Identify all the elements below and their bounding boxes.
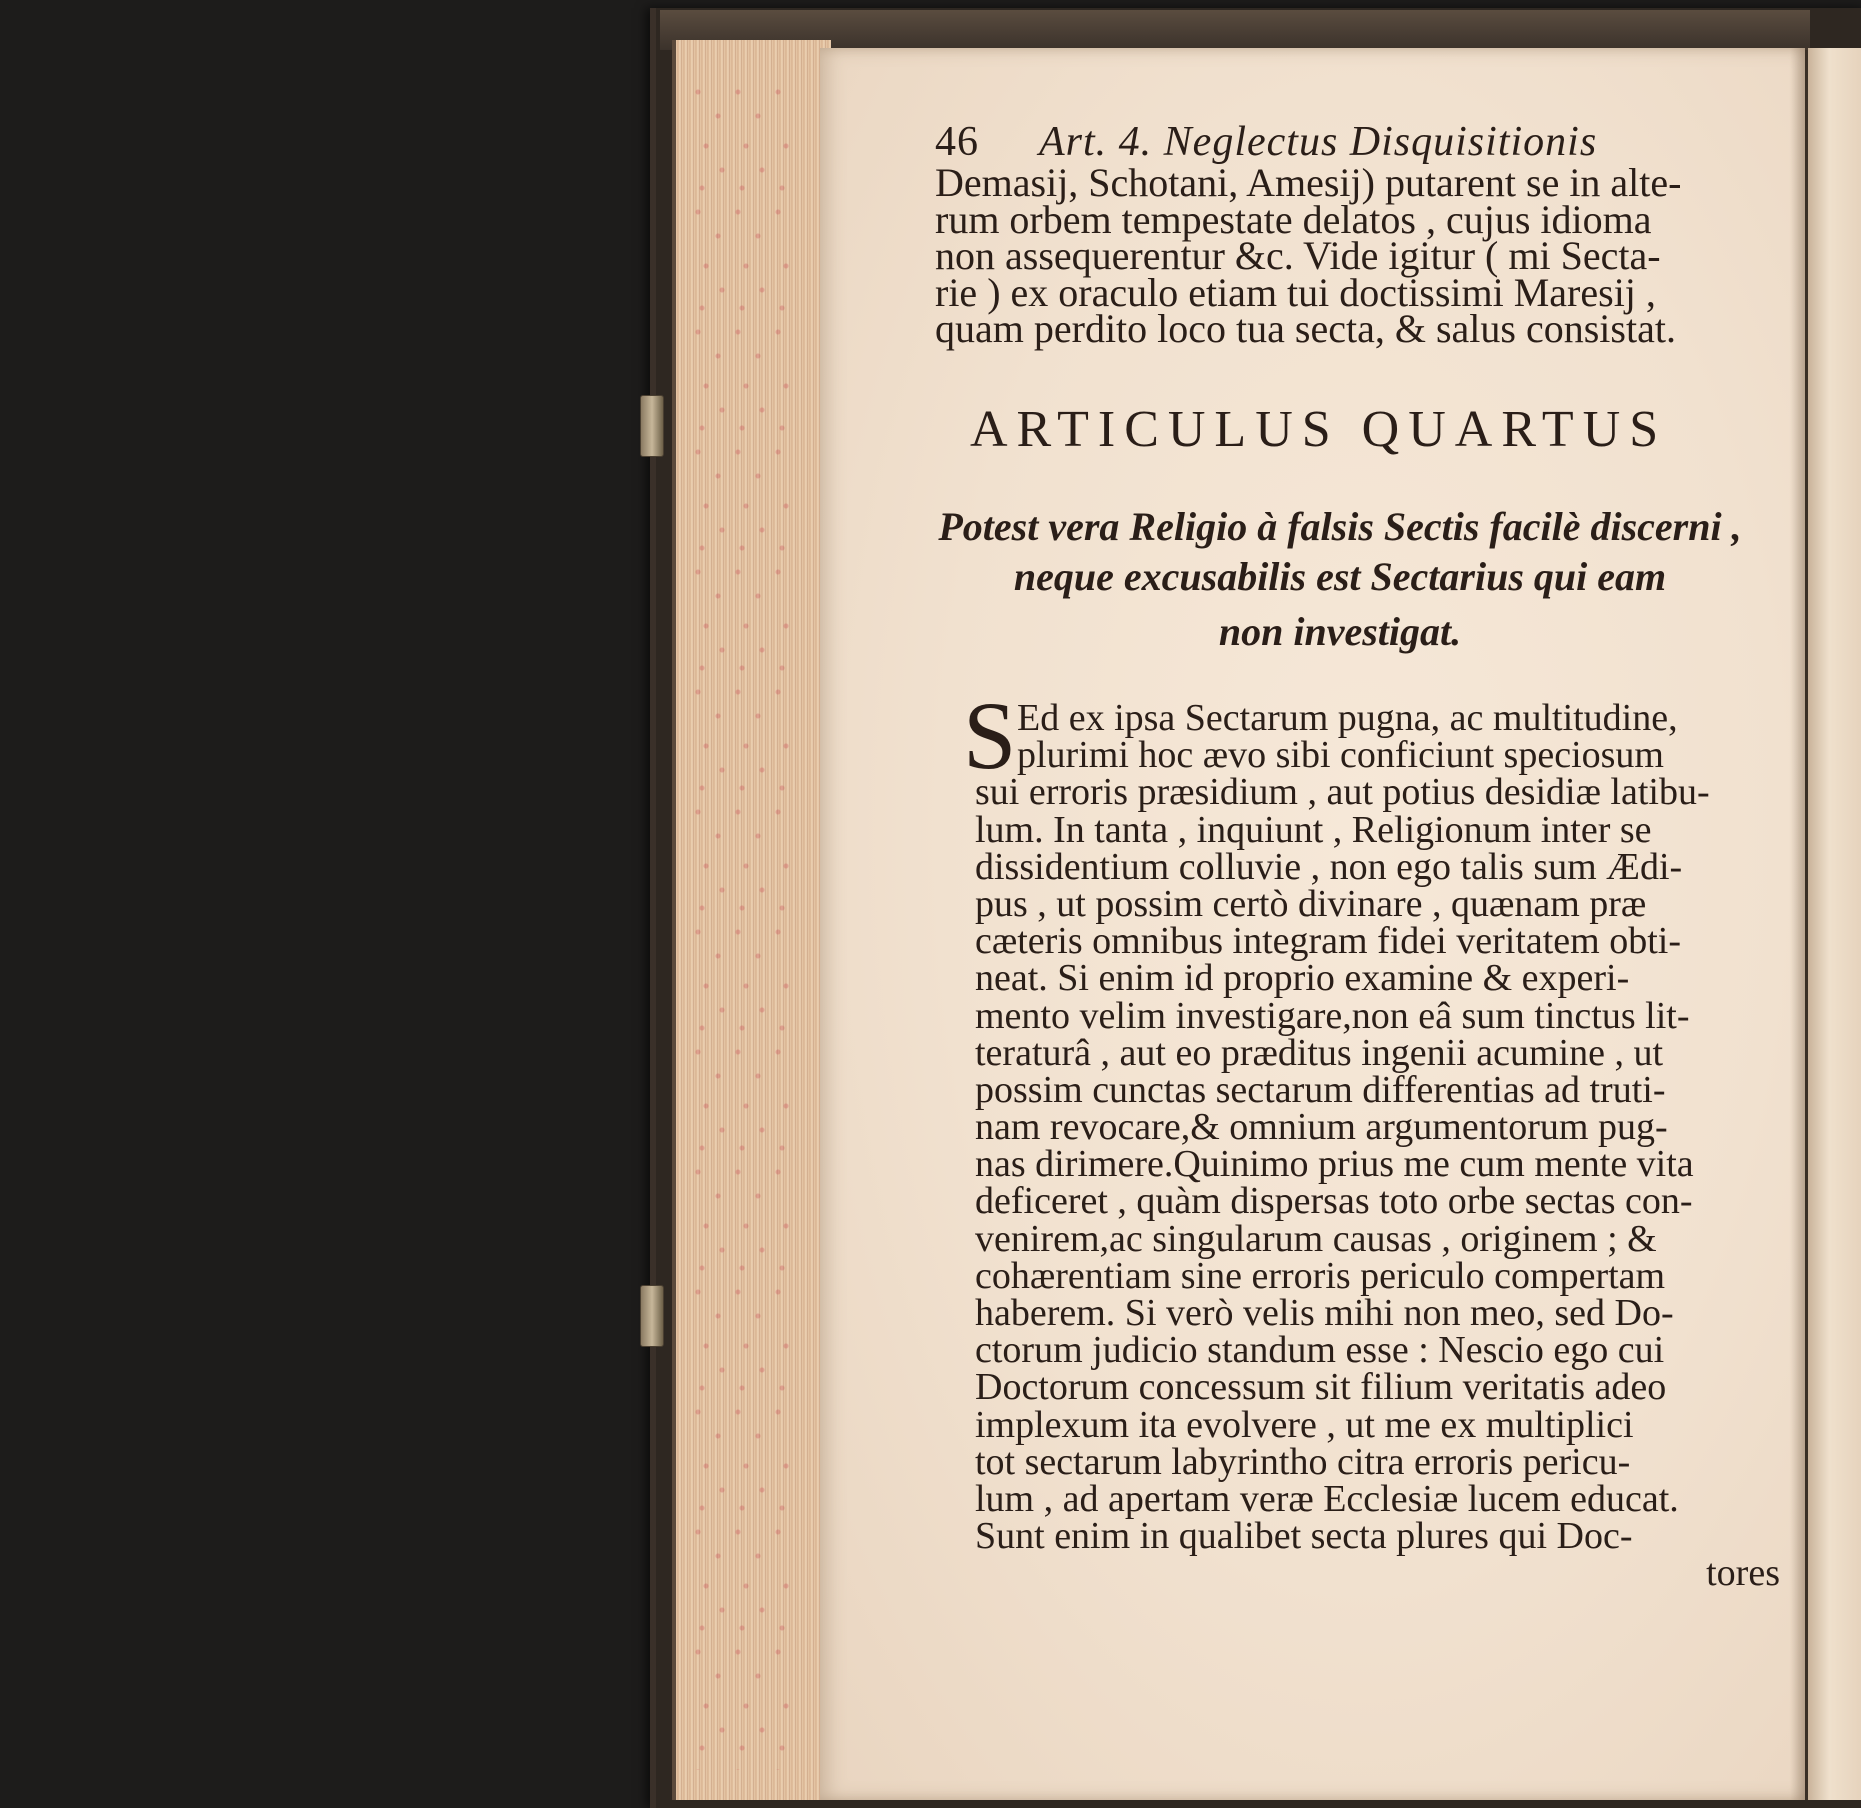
facing-page-edge bbox=[1808, 48, 1861, 1800]
text-line: non assequerentur &c. Vide igitur ( mi Secta- bbox=[935, 233, 1661, 278]
text-line: deficeret , quàm dispersas toto orbe sectas con- bbox=[975, 1180, 1693, 1223]
drop-cap: S bbox=[963, 682, 1017, 789]
text-line: pus , ut possim certò divinare , quænam præ bbox=[975, 882, 1647, 925]
text-line: sui erroris præsidium , aut potius desidiæ latibu- bbox=[975, 771, 1710, 814]
subtitle-line: Potest vera Religio à falsis Sectis facilè discerni , bbox=[938, 504, 1742, 549]
running-head bbox=[935, 118, 1597, 166]
book-headband bbox=[660, 10, 1810, 50]
text-line: mento velim investigare,non eâ sum tinctus lit- bbox=[975, 994, 1690, 1037]
catchword: tores bbox=[1706, 1552, 1780, 1595]
page-number: 46 bbox=[935, 119, 979, 165]
text-line: venirem,ac singularum causas , originem ; & bbox=[975, 1217, 1657, 1260]
article-heading: ARTICULUS QUARTUS bbox=[970, 401, 1668, 458]
text-line: teraturâ , aut eo præditus ingenii acumine , ut bbox=[975, 1031, 1664, 1074]
running-title: Art. 4. Neglectus Disquisitionis bbox=[1039, 119, 1598, 165]
clasp-bottom bbox=[640, 1285, 664, 1347]
opening-paragraph bbox=[935, 160, 1682, 351]
text-line: neat. Si enim id proprio examine & experi- bbox=[975, 957, 1630, 1000]
text-line: haberem. Si verò velis mihi non meo, sed Do- bbox=[975, 1292, 1674, 1334]
text-line: possim cunctas sectarum differentias ad truti- bbox=[975, 1068, 1666, 1111]
text-line: rie ) ex oraculo etiam tui doctissimi Maresij , bbox=[935, 269, 1656, 315]
text-line: Sunt enim in qualibet secta plures qui Doc- bbox=[975, 1515, 1633, 1558]
red-speckled-edge bbox=[690, 80, 790, 1770]
text-line: rum orbem tempestate delatos , cujus idioma bbox=[935, 196, 1652, 242]
text-line: ctorum judicio standum esse : Nescio ego cui bbox=[975, 1329, 1665, 1372]
text-line: cæteris omnibus integram fidei veritatem obti- bbox=[975, 920, 1681, 963]
text-line: plurimi hoc ævo sibi conficiunt speciosum bbox=[1017, 734, 1664, 777]
text-line: Demasij, Schotani, Amesij) putarent se in alte- bbox=[935, 160, 1682, 205]
text-line: dissidentium colluvie , non ego talis sum Ædi- bbox=[975, 845, 1683, 888]
text-line: tot sectarum labyrintho citra erroris pericu- bbox=[975, 1440, 1631, 1483]
text-line: implexum ita evolvere , ut me ex multiplici bbox=[975, 1403, 1634, 1446]
text-line: nam revocare,& omnium argumentorum pug- bbox=[975, 1106, 1668, 1149]
text-line: nas dirimere.Quinimo prius me cum mente vita bbox=[975, 1143, 1694, 1186]
text-line: quam perdito loco tua secta, & salus consistat. bbox=[935, 306, 1676, 351]
clasp-top bbox=[640, 395, 664, 457]
main-paragraph bbox=[975, 697, 1780, 1595]
subtitle-line: non investigat. bbox=[1218, 609, 1462, 654]
text-line: lum. In tanta , inquiunt , Religionum inter se bbox=[975, 808, 1652, 851]
text-line: Ed ex ipsa Sectarum pugna, ac multitudine, bbox=[1017, 697, 1678, 739]
text-line: lum , ad apertam veræ Ecclesiæ lucem educat. bbox=[975, 1477, 1679, 1520]
subtitle-line: neque excusabilis est Sectarius qui eam bbox=[1013, 554, 1667, 599]
text-line: Doctorum concessum sit filium veritatis adeo bbox=[975, 1366, 1667, 1409]
text-line: cohærentiam sine erroris periculo compertam bbox=[975, 1254, 1666, 1297]
